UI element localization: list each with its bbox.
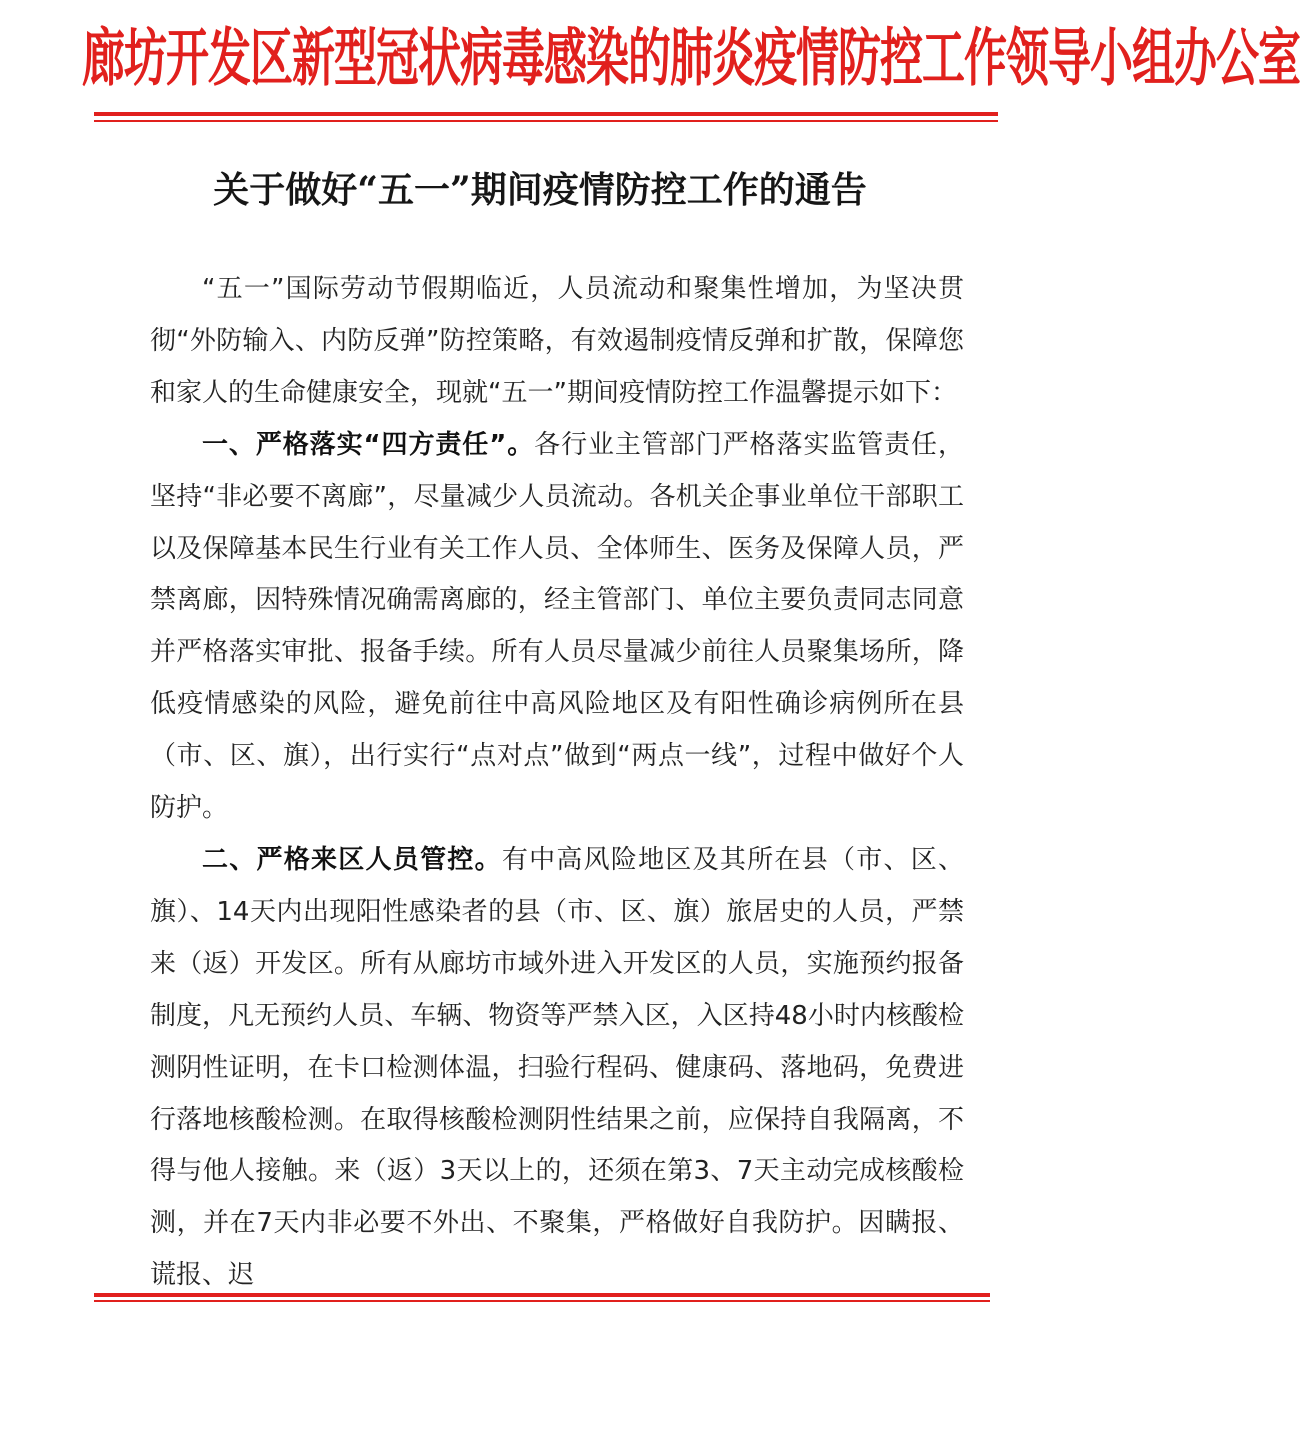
footer-red-rule-thick	[94, 1293, 990, 1297]
section-heading-2: 二、严格来区人员管控。	[202, 844, 502, 875]
footer-red-rule-thin	[94, 1300, 990, 1302]
section-heading-1: 一、严格落实“四方责任”。	[202, 429, 535, 460]
notice-body	[150, 264, 964, 1302]
section-text-2: 有中高风险地区及其所在县（市、区、旗）、14天内出现阳性感染者的县（市、区、旗）旅居史的人员，严禁来（返）开发区。所有从廊坊市域外进入开发区的人员，实施预约报备制度，凡无预约人员、车辆、物资等严禁入区，入区持48小时内核酸检测阴性证明，在卡口检测体温，扫验行程码、健康码、落地码，免费进行落地核酸检测。在取得核酸检测阴性结果之前，应保持自我隔离，不得与他人接触。来（返）3天以上的，还须在第3、7天主动完成核酸检测，并在7天内非必要不外出、不聚集，严格做好自我防护。因瞒报、谎报、迟	[150, 844, 964, 1291]
section-paragraph-2	[150, 835, 964, 1302]
letterhead-organization-title: 廊坊开发区新型冠状病毒感染的肺炎疫情防控工作领导小组办公室	[82, 22, 1300, 96]
letterhead-red-rule-thick	[94, 112, 998, 116]
notice-title: 关于做好“五一”期间疫情防控工作的通告	[213, 169, 867, 211]
section-text-1: 各行业主管部门严格落实监管责任，坚持“非必要不离廊”，尽量减少人员流动。各机关企事业单位干部职工以及保障基本民生行业有关工作人员、全体师生、医务及保障人员，严禁离廊，因特殊情况确需离廊的，经主管部门、单位主要负责同志同意并严格落实审批、报备手续。所有人员尽量减少前往人员聚集场所，降低疫情感染的风险，避免前往中高风险地区及有阳性确诊病例所在县（市、区、旗），出行实行“点对点”做到“两点一线”，过程中做好个人防护。	[150, 429, 964, 824]
section-paragraph-1	[150, 420, 964, 835]
intro-paragraph: “五一”国际劳动节假期临近，人员流动和聚集性增加，为坚决贯彻“外防输入、内防反弹”防控策略，有效遏制疫情反弹和扩散，保障您和家人的生命健康安全，现就“五一”期间疫情防控工作温馨提示如下：	[150, 274, 964, 408]
letterhead-red-rule-thin	[94, 120, 998, 122]
